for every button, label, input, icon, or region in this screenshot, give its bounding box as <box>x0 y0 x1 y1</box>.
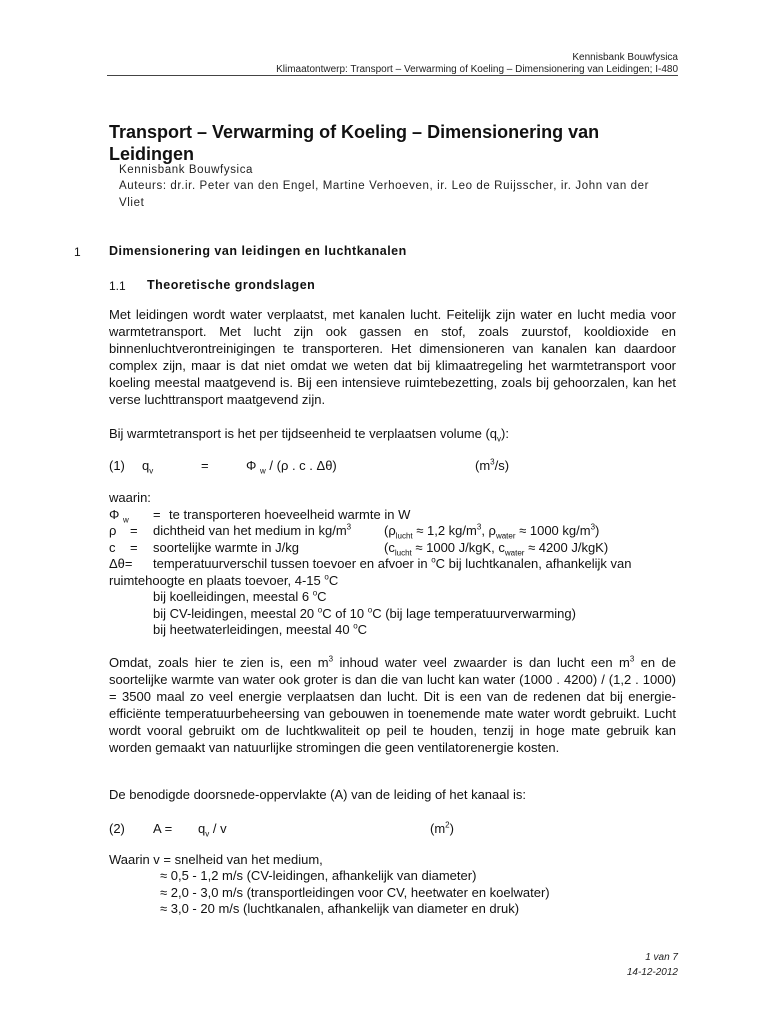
defs-intro: waarin: <box>109 490 151 505</box>
paragraph-volume: Bij warmtetransport is het per tijdseenheid te verplaatsen volume $(q_v)$: <box>109 426 509 444</box>
def-dtheta-text: temperatuurverschil tussen toevoer en afvoer in $^o$C bij luchtkanalen, afhankelijk van <box>153 555 632 571</box>
paragraph-water-vs-air: Omdat, zoals hier te zien is, een $m^3$ inhoud water veel zwaarder is dan lucht een $m^3$ en de soortelijke warmte van water ook groter is dan die van lucht kan water (1000 . 4200) / (1,2 . 1000) = 3500 maal zo veel energie verplaatsen dan lucht. Dit is een van de redenen dat bij energie-efficiënte temperatuurbeheersing van gebouwen in toenemende mate water wordt gebruikt. Lucht wordt vooral gebruikt om de luchtkwaliteit op peil te houden, tenzij in hoge mate gebruik kan worden gemaakt van natuurlijke stromingen die geen ventilatorenergie kosten. <box>109 654 676 755</box>
header-rule <box>107 75 678 76</box>
formula-1-lhs: $q_v$ <box>142 458 154 476</box>
def-c-eq: = <box>130 540 138 555</box>
page-title-line1: Transport – Verwarming of Koeling – Dimensionering van <box>109 122 600 142</box>
velocity-item: ≈ 0,5 - 1,2 m/s (CV-leidingen, afhankelijk van diameter) <box>160 868 477 883</box>
header-path: Klimaatontwerp: Transport – Verwarming of Koeling – Dimensionering van Leidingen; I-480 <box>276 64 678 75</box>
subsection-number: 1.1 <box>109 279 126 293</box>
authors-line2: Vliet <box>119 197 145 209</box>
formula-2-rhs: $q_v$ / v <box>198 821 227 839</box>
formula-1-unit: $(m^3/s)$ <box>475 457 510 473</box>
def-koel: bij koelleidingen, meestal 6 $^o$C <box>153 588 327 604</box>
def-rho-eq: = <box>130 523 138 538</box>
def-rho-note: ($\rho_{lucht} \approx 1,2$ $kg/m^3$, $\rho_{water} \approx 1000$ $kg/m^3$) <box>384 522 600 541</box>
def-heet: bij heetwaterleidingen, meestal 40 $^o$C <box>153 621 368 637</box>
def-dtheta-text-2: ruimtehoogte en plaats toevoer, 4-15 $^o$C <box>109 572 339 588</box>
section-number: 1 <box>74 245 81 259</box>
def-phi-eq: = <box>153 507 161 522</box>
document-date: 14-12-2012 <box>626 967 678 978</box>
formula-2-unit: $(m^2)$ <box>430 820 454 836</box>
header-org: Kennisbank Bouwfysica <box>572 52 678 63</box>
formula-2-label: (2) <box>109 821 125 836</box>
velocity-item: ≈ 3,0 - 20 m/s (luchtkanalen, afhankelijk van diameter en druk) <box>160 901 520 916</box>
velocity-item: ≈ 2,0 - 3,0 m/s (transportleidingen voor CV, heetwater en koelwater) <box>160 885 550 900</box>
page-title-line2: Leidingen <box>109 144 194 164</box>
title-org: Kennisbank Bouwfysica <box>119 164 254 176</box>
def-c-symbol: c <box>109 540 116 555</box>
def-cv: bij CV-leidingen, meestal 20 $^o$C of 10 $^o$C (bij lage temperatuurverwarming) <box>153 605 576 621</box>
page-number: 1 van 7 <box>645 952 678 963</box>
def-rho-symbol: ρ <box>109 523 117 538</box>
section-heading: Dimensionering van leidingen en luchtkanalen <box>109 244 407 258</box>
paragraph-intro: Met leidingen wordt water verplaatst, met kanalen lucht. Feitelijk zijn water en lucht media voor warmtetransport. Met lucht zijn ook gassen en stof, zoals zuurstof, kooldioxide en binnenluchtverontreinigingen te transporteren. Het dimensioneren van kanalen kan daardoor complex zijn, maar is dat niet omdat we weten dat bij klimaatregeling het warmtetransport voor koeling meestal maatgevend is. Bij een intensieve ruimtebezetting, zoals bij gehoorzalen, kan het verse luchttransport maatgevend zijn. <box>109 307 676 407</box>
def-phi-text: te transporteren hoeveelheid warmte in W <box>169 507 411 522</box>
formula-1-equals: = <box>201 458 209 473</box>
formula-2-lhs: A = <box>153 821 173 836</box>
def-dtheta-symbol: Δθ= <box>109 556 133 571</box>
def-rho-text: dichtheid van het medium in $kg/m^3$ <box>153 522 352 538</box>
formula-1-rhs: Φ $_w$ / (ρ . c . Δθ) <box>246 458 337 476</box>
formula-1-label: (1) <box>109 458 125 473</box>
authors-line1: Auteurs: dr.ir. Peter van den Engel, Martine Verhoeven, ir. Leo de Ruijsscher, ir. John van der <box>119 180 650 192</box>
velocity-intro: Waarin v = snelheid van het medium, <box>109 852 323 867</box>
def-c-text: soortelijke warmte in J/kg <box>153 540 299 555</box>
def-phi-symbol: Φ $_w$ <box>109 507 129 525</box>
paragraph-area: De benodigde doorsnede-oppervlakte (A) van de leiding of het kanaal is: <box>109 787 526 802</box>
def-c-note: ($c_{lucht} \approx 1000$ J/kgK, $c_{water} \approx 4200$ J/kgK) <box>384 540 609 558</box>
subsection-heading: Theoretische grondslagen <box>147 278 316 292</box>
